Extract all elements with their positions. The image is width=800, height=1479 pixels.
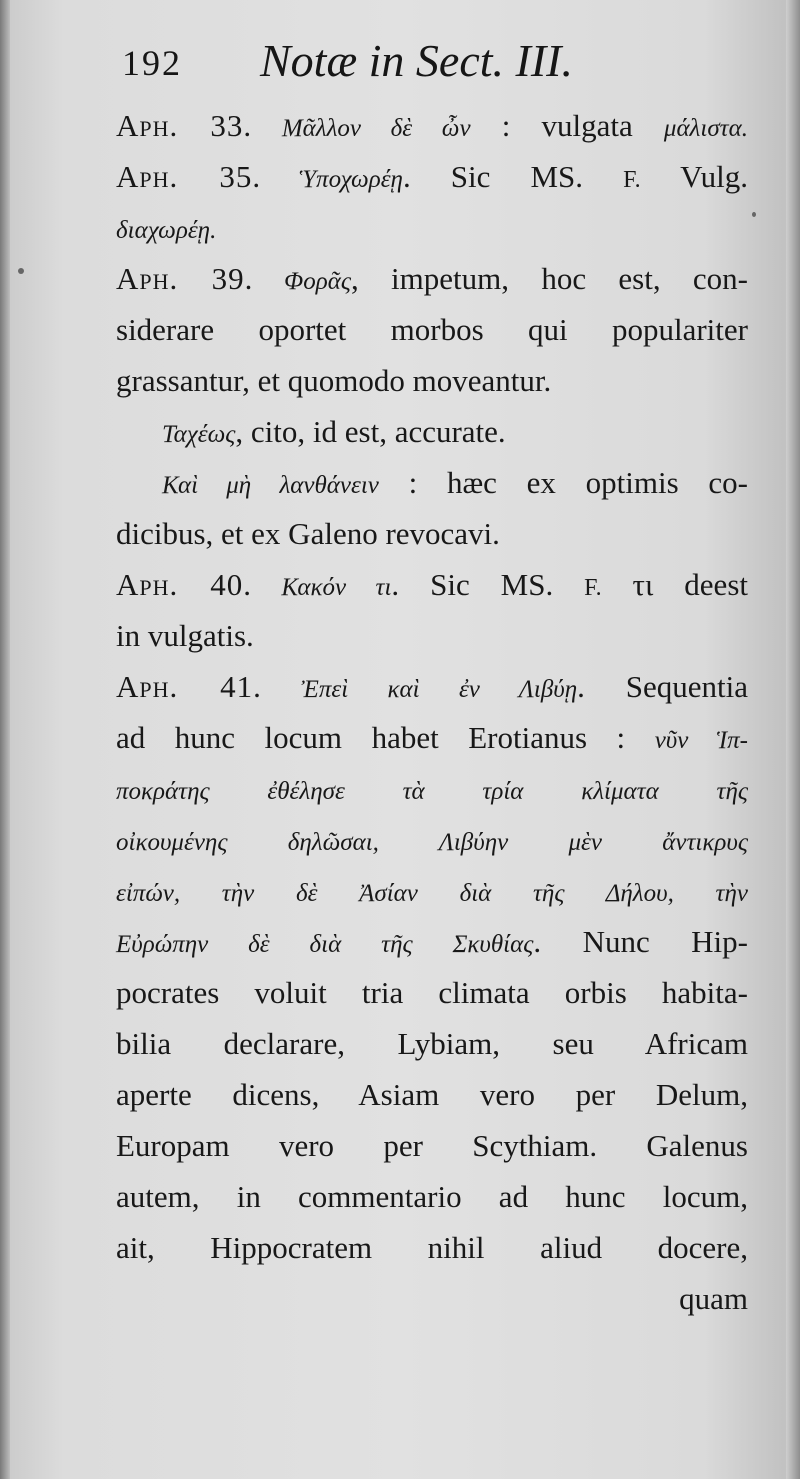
text-line (116, 763, 748, 814)
latin-text: pocrates voluit tria climata orbis habita- (116, 975, 748, 1010)
aphorism-label: Aph. 41. (116, 669, 262, 704)
greek-text: Φορᾶς (253, 268, 351, 295)
greek-text: μάλιστα. (663, 115, 748, 142)
greek-text: Ταχέως (162, 421, 236, 448)
text-line (116, 865, 748, 916)
greek-text: ποκράτης ἐθέλησε τὰ τρία κλίματα τῆς (116, 778, 748, 805)
latin-text: : vulgata (470, 108, 664, 143)
manuscript-siglum: F. (584, 575, 602, 601)
text-line (116, 814, 748, 865)
latin-text: ait, Hippocratem nihil aliud docere, (116, 1230, 748, 1265)
latin-text: ad hunc locum habet Erotianus : (116, 720, 655, 755)
text-line (116, 253, 748, 304)
greek-text: εἰπών, τὴν δὲ Ἀσίαν διὰ τῆς Δήλου, τὴν (116, 880, 748, 907)
greek-text: Ἐπεὶ καὶ ἐν Λιβύῃ (261, 676, 578, 703)
page-header (122, 28, 762, 88)
latin-text: τι deest (601, 567, 748, 602)
latin-text: aperte dicens, Asiam vero per Delum, (116, 1077, 748, 1112)
text-line (116, 151, 748, 202)
running-title: Notæ in Sect. III. (260, 35, 573, 86)
text-line (116, 100, 748, 151)
page-left-edge (0, 0, 10, 1479)
text-line (116, 1018, 748, 1069)
latin-text: bilia declarare, Lybiam, seu Africam (116, 1026, 748, 1061)
text-line (116, 661, 748, 712)
latin-text: , impetum, hoc est, con- (350, 261, 748, 296)
latin-text: . Sequentia (577, 669, 748, 704)
text-line (116, 1222, 748, 1273)
latin-text: Europam vero per Scythiam. Galenus (116, 1128, 748, 1163)
aphorism-label: Aph. 40. (116, 567, 252, 602)
greek-text: Ὑποχωρέῃ (261, 166, 403, 193)
text-line (116, 610, 748, 661)
text-line (116, 508, 748, 559)
latin-text: in vulgatis. (116, 618, 254, 653)
greek-text: Καὶ μὴ λανθάνειν (162, 472, 379, 499)
latin-text: autem, in commentario ad hunc locum, (116, 1179, 748, 1214)
latin-text: grassantur, et quomodo moveantur. (116, 363, 552, 398)
text-line (116, 559, 748, 610)
greek-text: Μᾶλλον δὲ ὦν (252, 115, 471, 142)
ink-speck (752, 212, 756, 217)
body-text (116, 100, 748, 1324)
text-line (116, 916, 748, 967)
ink-speck (18, 268, 24, 274)
latin-text: , cito, id est, accurate. (235, 414, 506, 449)
latin-text: . Nunc Hip- (533, 924, 748, 959)
manuscript-siglum: F. (623, 167, 641, 193)
latin-text: dicibus, et ex Galeno revocavi. (116, 516, 500, 551)
text-line (116, 457, 748, 508)
text-line (116, 1120, 748, 1171)
latin-text: . Sic MS. (402, 159, 624, 194)
aphorism-label: Aph. 39. (116, 261, 254, 296)
text-line (116, 406, 748, 457)
latin-text: Vulg. (640, 159, 749, 194)
text-line (116, 304, 748, 355)
page-right-edge (786, 0, 800, 1479)
latin-text: siderare oportet morbos qui populariter (116, 312, 748, 347)
aphorism-label: Aph. 35. (116, 159, 262, 194)
aphorism-label: Aph. 33. (116, 108, 253, 143)
greek-text: Κακόν τι (251, 574, 392, 601)
latin-text: . Sic MS. (391, 567, 585, 602)
greek-text: νῦν Ἱπ- (654, 727, 748, 754)
text-line (116, 355, 748, 406)
greek-text: Εὐρώπην δὲ διὰ τῆς Σκυθίας (116, 931, 534, 958)
text-line (116, 1171, 748, 1222)
latin-text: quam (679, 1281, 748, 1316)
catchword (116, 1273, 748, 1324)
text-line (116, 712, 748, 763)
greek-text: διαχωρέῃ. (116, 217, 217, 244)
greek-text: οἰκουμένης δηλῶσαι, Λιβύην μὲν ἄντικρυς (116, 829, 748, 856)
text-line (116, 1069, 748, 1120)
latin-text: : hæc ex optimis co- (378, 465, 748, 500)
text-line (116, 202, 748, 253)
page-number: 192 (122, 43, 182, 83)
text-line (116, 967, 748, 1018)
